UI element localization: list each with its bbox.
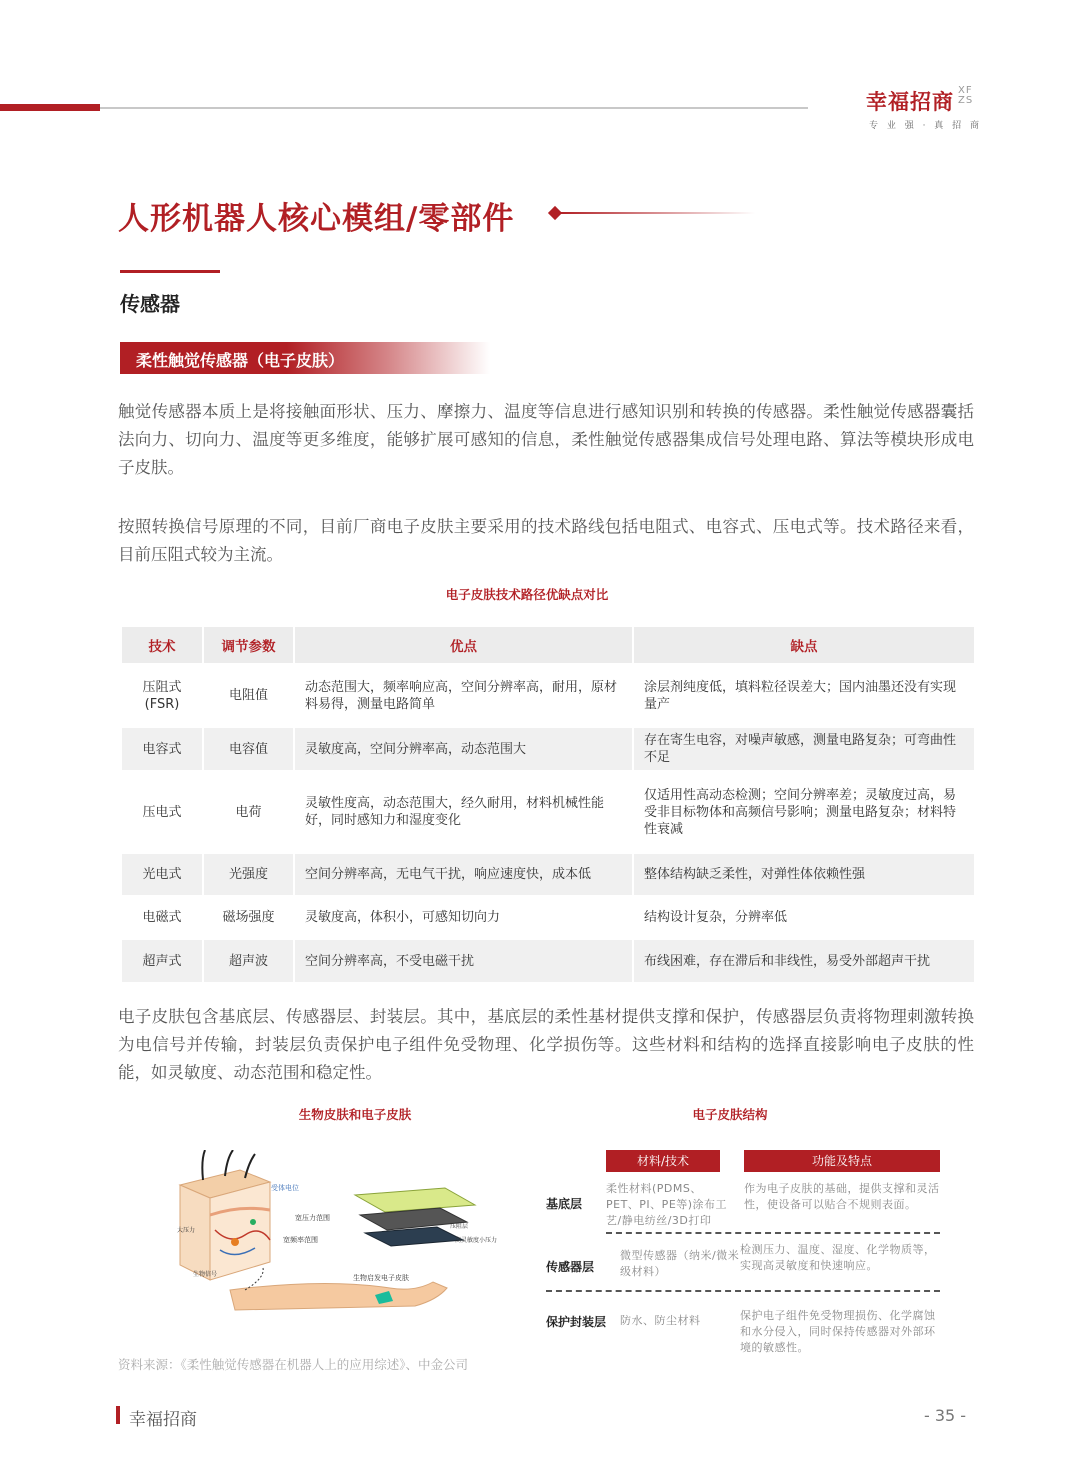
- header-divider: [100, 107, 808, 109]
- label-bio-signal: 生物信号: [193, 1271, 218, 1278]
- skin-illustration-graphic: [175, 1150, 515, 1320]
- table-row: [122, 897, 974, 938]
- cell-cons: 存在寄生电容，对噪声敏感，测量电路复杂；可弯曲性不足: [634, 728, 974, 770]
- section-title: 传感器: [120, 292, 180, 316]
- cell-cons: 布线困难，存在滞后和非线性，易受外部超声干扰: [634, 940, 974, 982]
- label-big-pressure: 大压力: [177, 1227, 196, 1234]
- layer-divider: [606, 1232, 940, 1234]
- skin-receptor: [250, 1219, 256, 1225]
- figure-right-caption: 电子皮肤结构: [692, 1107, 768, 1122]
- page-title: 人形机器人核心模组/零部件: [118, 201, 515, 237]
- table-header-cell: 技术: [122, 627, 202, 663]
- section-accent-line: [120, 270, 220, 273]
- cell-pros: 动态范围大，频率响应高，空间分辨率高，耐用，原材料易得，测量电路简单: [305, 679, 618, 712]
- layer-divider: [546, 1290, 940, 1292]
- subsection-banner-text: 柔性触觉传感器（电子皮肤）: [136, 351, 345, 370]
- label-bio-eskin: 生物启发电子皮肤: [353, 1274, 409, 1282]
- cell-cons: 涂层剂纯度低，填料粒径误差大；国内油墨还没有实现量产: [644, 679, 957, 712]
- footer-accent-bar: [116, 1406, 120, 1424]
- structure-header-material: 材料/技术: [606, 1150, 720, 1172]
- cell-param: 光强度: [204, 854, 293, 895]
- paragraph-layers: 电子皮肤包含基底层、传感器层、封装层。其中，基底层的柔性基材提供支撑和保护，传感器层负责将物理刺激转换为电信号并传输，封装层负责保护电子组件免受物理、化学损伤等。这些材料和结构的选择直接影响电子皮肤的性能，如灵敏度、动态范围和稳定性。: [118, 1007, 974, 1082]
- table-header-cell: 缺点: [634, 627, 974, 663]
- skin-front-face: [210, 1182, 270, 1280]
- cell-pros: 灵敏度高，空间分辨率高，动态范围大: [295, 728, 632, 770]
- hair-strand: [202, 1150, 205, 1180]
- brand-mark: XF ZS: [958, 85, 974, 106]
- table-row: [122, 854, 974, 895]
- brand-slogan: 专 业 强 · 真 招 商: [869, 121, 983, 131]
- cell-param: 超声波: [204, 940, 293, 982]
- cell-cons: 整体结构缺乏柔性，对弹性体依赖性强: [634, 854, 974, 895]
- brand-logo: [866, 86, 973, 116]
- table-row: [122, 665, 974, 726]
- cell-pros: 空间分辨率高，不受电磁干扰: [295, 940, 632, 982]
- label-pressure-range: 宽压力范围: [295, 1214, 330, 1222]
- layer-material-base: 柔性材料(PDMS、PET、PI、PE等)涂布工艺/静电纺丝/3D打印: [606, 1182, 728, 1227]
- table-row: [122, 728, 974, 770]
- cell-pros: 灵敏度高，体积小，可感知切向力: [305, 910, 501, 925]
- cell-tech: 超声式: [122, 940, 202, 982]
- cell-tech: 光电式: [122, 854, 202, 895]
- layer-function-sensor: 检测压力、温度、湿度、化学物质等，实现高灵敏度和快速响应。: [740, 1243, 936, 1272]
- layer-function-encapsulation: 保护电子组件免受物理损伤、化学腐蚀和水分侵入，同时保持传感器对外部环境的敏感性。: [740, 1309, 936, 1354]
- cell-cons: 结构设计复杂，分辨率低: [644, 910, 788, 925]
- paragraph-tech-routes: 按照转换信号原理的不同，目前厂商电子皮肤主要采用的技术路线包括电阻式、电容式、压电式等。技术路径来看，目前压阻式较为主流。: [118, 517, 974, 564]
- arm-shape: [230, 1282, 447, 1310]
- eskin-base-layer: [365, 1227, 463, 1246]
- label-receptor-potential: 受体电位: [271, 1184, 299, 1192]
- skin-illustration: [175, 1150, 515, 1320]
- figure-left-caption: 生物皮肤和电子皮肤: [298, 1107, 412, 1122]
- page-number: - 35 -: [924, 1406, 967, 1425]
- header-accent-bar: [0, 104, 100, 111]
- layer-name-encapsulation: 保护封装层: [546, 1315, 607, 1329]
- eskin-top-layer: [355, 1188, 475, 1212]
- table-row: [122, 940, 974, 982]
- table-header-row: [122, 627, 974, 663]
- layer-function-base: 作为电子皮肤的基础，提供支撑和灵活性，使设备可以贴合不规则表面。: [744, 1182, 940, 1211]
- table-header-cell: 调节参数: [204, 627, 293, 663]
- cell-tech: 电容式: [122, 728, 202, 770]
- cell-param: 电荷: [235, 804, 262, 820]
- label-frequency-range: 宽频率范围: [283, 1236, 318, 1244]
- table-row: [122, 772, 974, 852]
- layer-name-sensor: 传感器层: [546, 1260, 595, 1274]
- cell-param: 电容值: [204, 728, 293, 770]
- cell-param: 磁场强度: [222, 910, 275, 925]
- tech-comparison-table: [120, 625, 976, 984]
- source-note: 资料来源：《柔性触觉传感器在机器人上的应用综述》、中金公司: [118, 1357, 469, 1372]
- cell-pros: 空间分辨率高，无电气干扰，响应速度快，成本低: [295, 854, 632, 895]
- cell-tech: 压电式: [142, 804, 182, 820]
- cell-param: 电阻值: [228, 688, 268, 703]
- label-piezo-layer: 压阻层: [450, 1223, 469, 1230]
- label-high-sensitivity: 高灵敏度小压力: [455, 1237, 498, 1244]
- cell-tech: 电磁式: [142, 910, 182, 925]
- brand-name: 幸福招商: [866, 90, 954, 114]
- cell-tech: 压阻式 (FSR): [142, 679, 182, 712]
- title-line-ornament: [560, 212, 755, 214]
- cell-pros: 灵敏性度高，动态范围大，经久耐用，材料机械性能好，同时感知力和湿度变化: [305, 796, 605, 828]
- skin-receptor: [231, 1238, 239, 1246]
- footer-brand: 幸福招商: [129, 1410, 197, 1430]
- table-caption: 电子皮肤技术路径优缺点对比: [445, 587, 609, 602]
- subsection-banner: [120, 342, 490, 374]
- layer-material-encapsulation: 防水、防尘材料: [620, 1314, 701, 1327]
- structure-header-function: 功能及特点: [744, 1150, 940, 1172]
- cell-cons: 仅适用性高动态检测；空间分辨率差；灵敏度过高，易受非目标物体和高频信号影响；测量电路复杂；材料特性衰减: [644, 787, 957, 837]
- table-header-cell: 优点: [295, 627, 632, 663]
- paragraph-intro: 触觉传感器本质上是将接触面形状、压力、摩擦力、温度等信息进行感知识别和转换的传感器。柔性触觉传感器囊括法向力、切向力、温度等更多维度，能够扩展可感知的信息，柔性触觉传感器集成信号处理电路、算法等模块形成电子皮肤。: [118, 402, 974, 477]
- layer-material-sensor: 微型传感器（纳米/微米级材料）: [620, 1249, 740, 1278]
- layer-name-base: 基底层: [546, 1197, 583, 1211]
